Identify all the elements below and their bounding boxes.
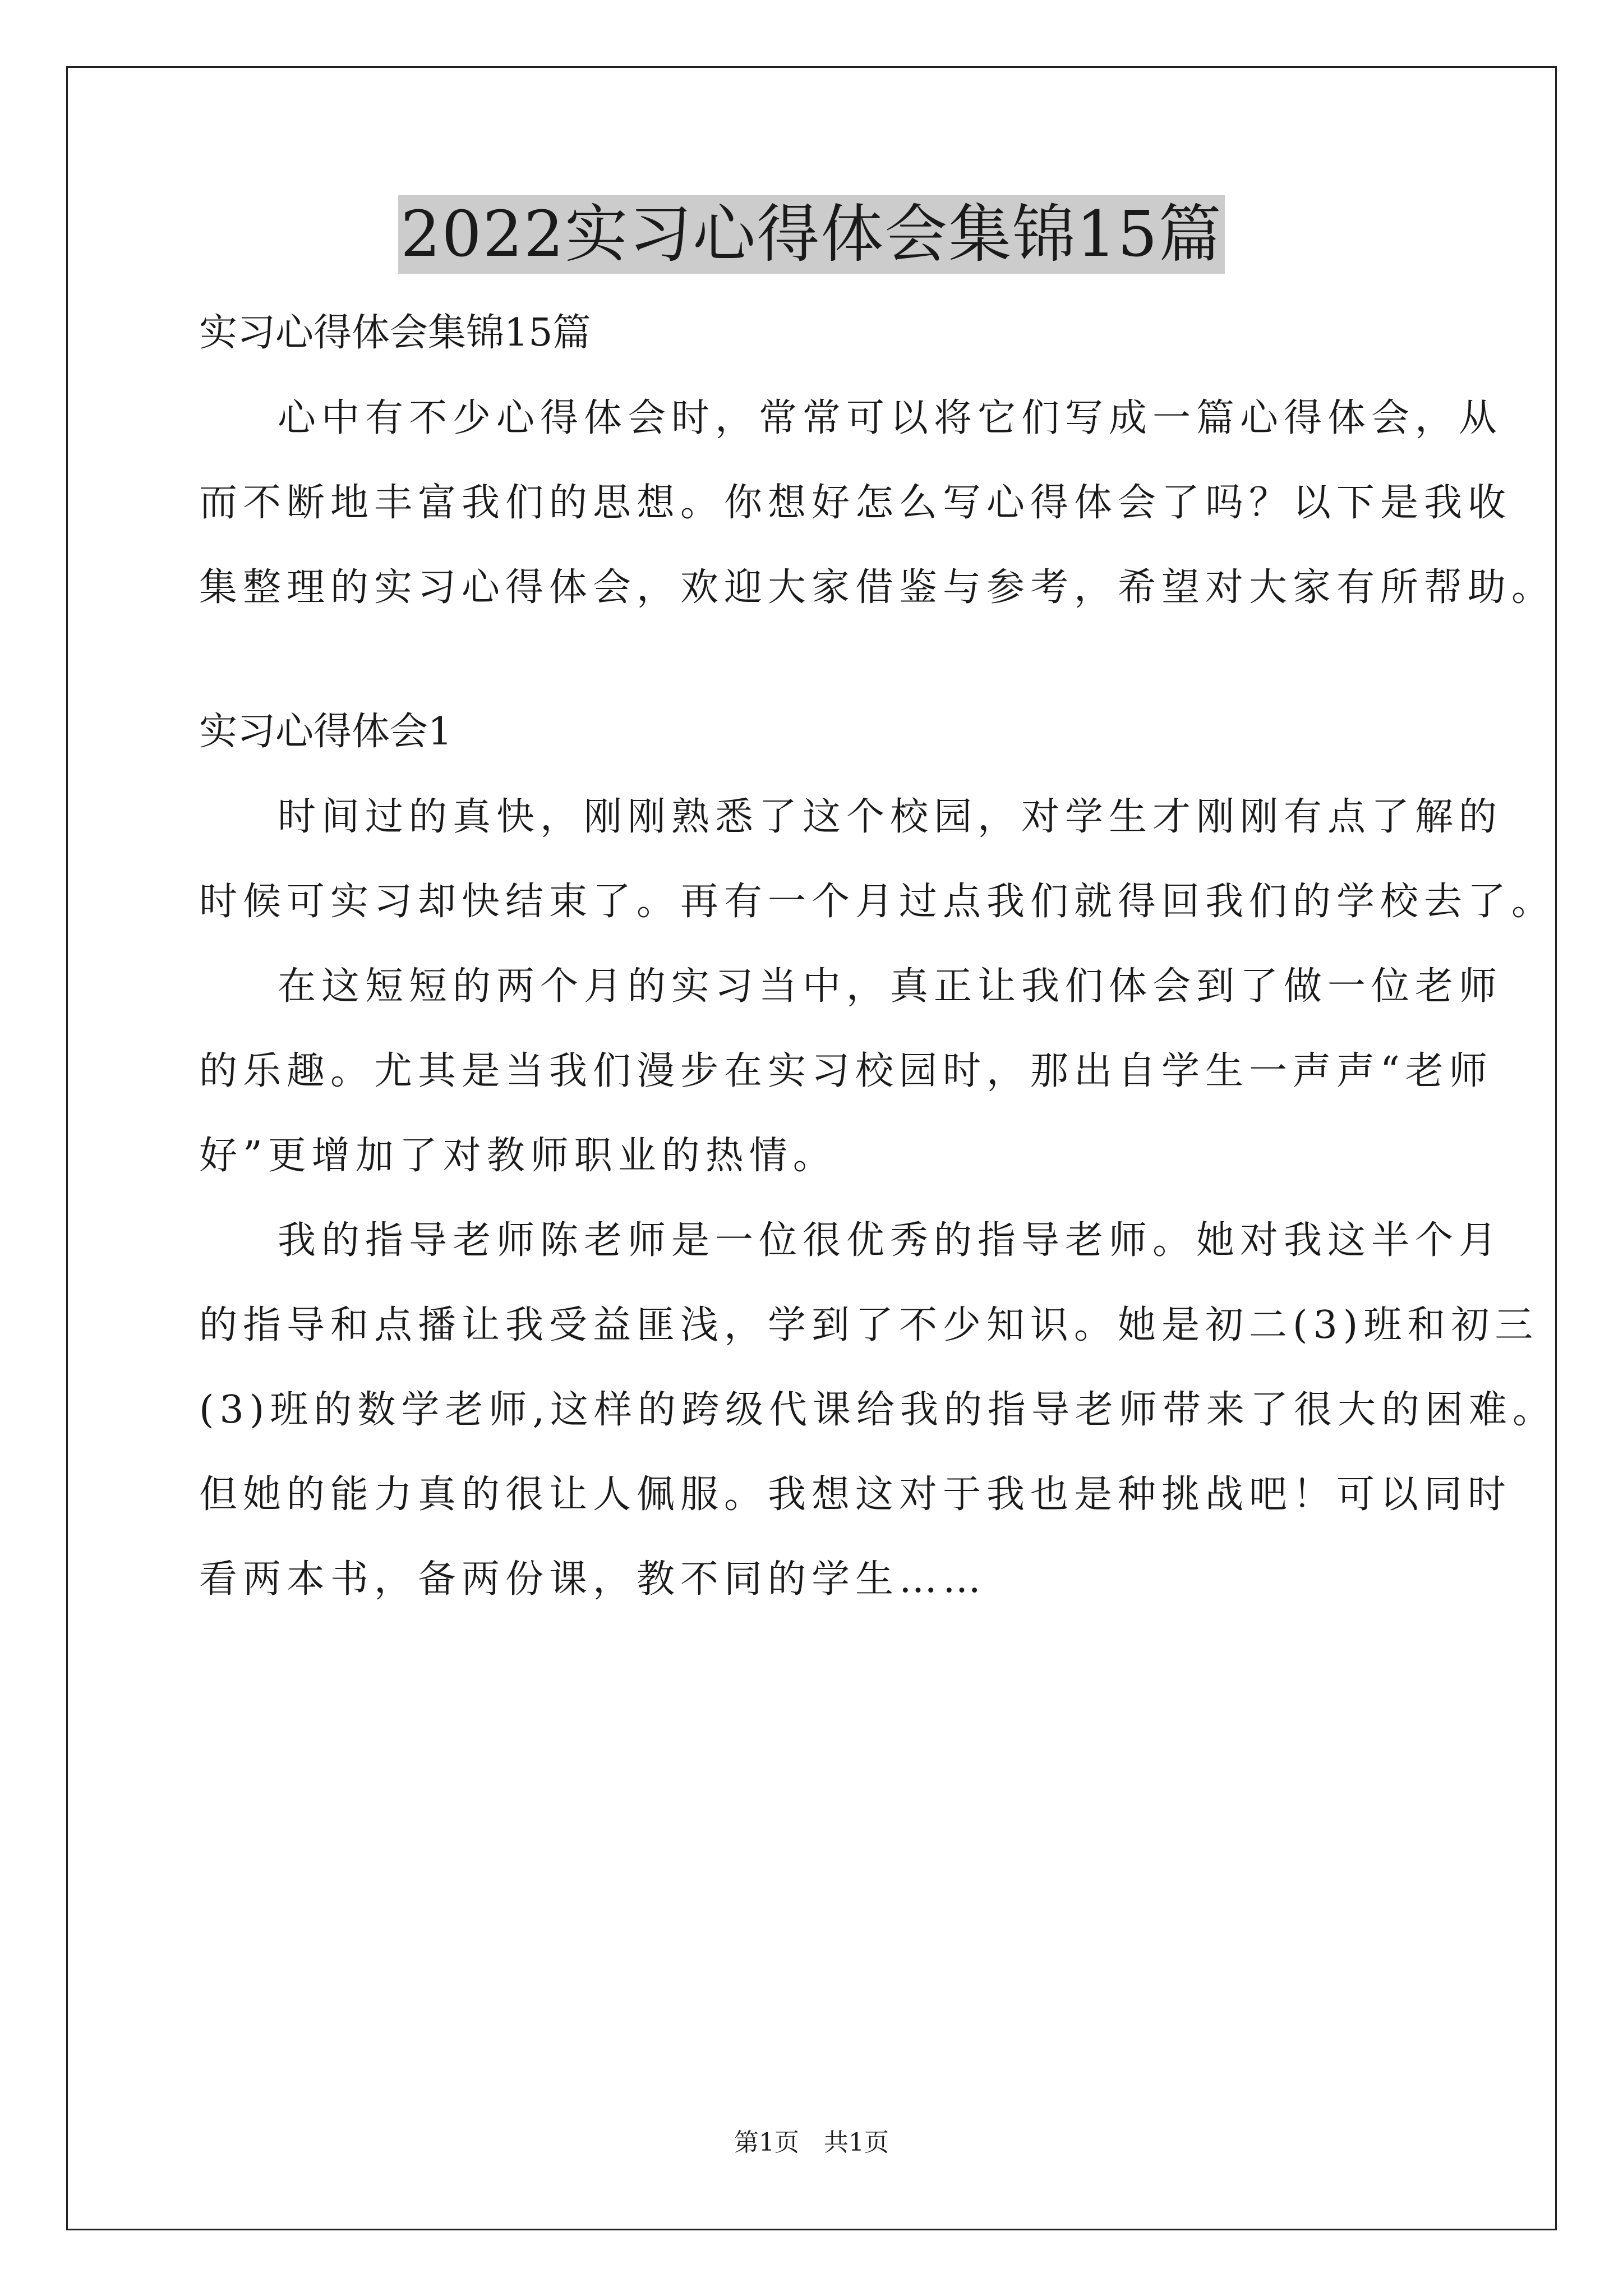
intro-line: 集整理的实习心得体会，欢迎大家借鉴与参考，希望对大家有所帮助。 xyxy=(199,565,1556,610)
body-line: 我的指导老师陈老师是一位很优秀的指导老师。她对我这半个月 xyxy=(278,1218,1503,1263)
body-line: 在这短短的两个月的实习当中，真正让我们体会到了做一位老师 xyxy=(278,964,1503,1009)
document-content xyxy=(199,303,1556,1622)
body-line: (3)班的数学老师,这样的跨级代课给我的指导老师带来了很大的困难。 xyxy=(199,1388,1556,1432)
section-heading: 实习心得体会1 xyxy=(199,710,453,754)
body-line: 时间过的真快，刚刚熟悉了这个校园，对学生才刚刚有点了解的 xyxy=(278,795,1503,839)
intro-line: 心中有不少心得体会时，常常可以将它们写成一篇心得体会，从 xyxy=(278,396,1503,440)
document-subtitle: 实习心得体会集锦15篇 xyxy=(199,311,591,355)
intro-line: 而不断地丰富我们的思想。你想好怎么写心得体会了吗？以下是我收 xyxy=(199,481,1512,525)
body-line: 看两本书，备两份课，教不同的学生…… xyxy=(199,1557,987,1602)
body-line: 的指导和点播让我受益匪浅，学到了不少知识。她是初二(3)班和初三 xyxy=(199,1303,1539,1347)
page-footer: 第1页 共1页 xyxy=(734,2128,889,2157)
body-line: 时候可实习却快结束了。再有一个月过点我们就得回我们的学校去了。 xyxy=(199,880,1556,924)
body-line: 的乐趣。尤其是当我们漫步在实习校园时，那出自学生一声声“老师 xyxy=(199,1049,1493,1093)
body-line: 好”更增加了对教师职业的热情。 xyxy=(199,1134,837,1178)
title-wrap xyxy=(0,195,1623,274)
document-title: 2022实习心得体会集锦15篇 xyxy=(398,195,1225,274)
body-line: 但她的能力真的很让人佩服。我想这对于我也是种挑战吧！可以同时 xyxy=(199,1473,1512,1517)
